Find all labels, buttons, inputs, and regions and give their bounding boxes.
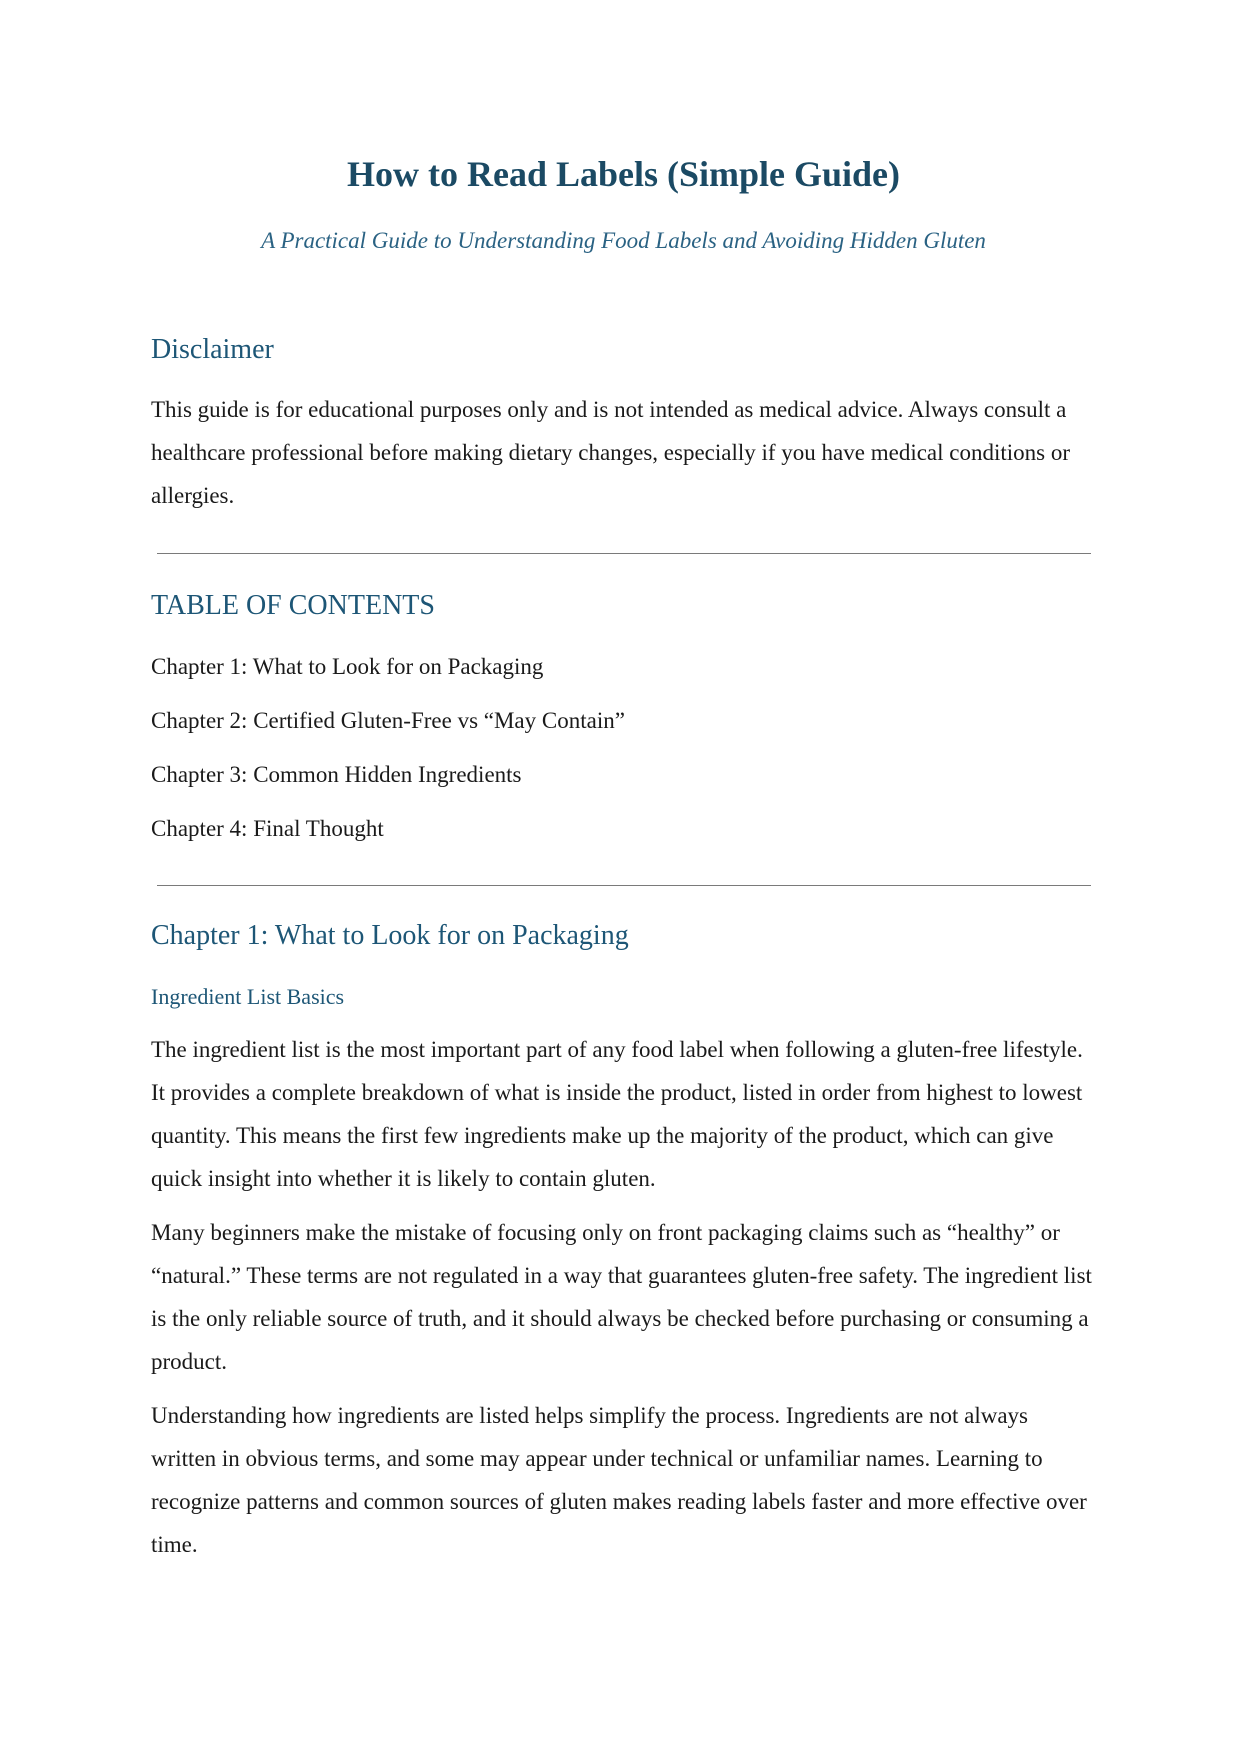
disclaimer-heading: Disclaimer [151, 334, 274, 365]
toc-item-chapter-1[interactable]: Chapter 1: What to Look for on Packaging [151, 654, 544, 679]
ingredient-list-basics-heading: Ingredient List Basics [151, 984, 345, 1009]
toc-heading: TABLE OF CONTENTS [151, 590, 435, 621]
document-title: How to Read Labels (Simple Guide) [346, 154, 901, 194]
chapter-1-paragraph-3: Understanding how ingredients are listed helps simplify the process. Ingredients are not always written in obvious terms, and some may appear under technical or unfamiliar names. Learning to recognize patterns and common sources of gluten makes reading labels faster and more effective over time. [151, 1403, 1087, 1557]
document-subtitle: A Practical Guide to Understanding Food Labels and Avoiding Hidden Gluten [261, 228, 986, 253]
section-divider [157, 885, 1091, 886]
chapter-1-heading: Chapter 1: What to Look for on Packaging [151, 920, 629, 951]
chapter-1-paragraph-2: Many beginners make the mistake of focusing only on front packaging claims such as “healthy” or “natural.” These terms are not regulated in a way that guarantees gluten-free safety. The ingredient list is the only reliable source of truth, and it should always be checked before purchasing or consuming a product. [151, 1220, 1092, 1374]
section-divider [157, 553, 1091, 554]
toc-item-chapter-3[interactable]: Chapter 3: Common Hidden Ingredients [151, 762, 522, 787]
toc-item-chapter-4[interactable]: Chapter 4: Final Thought [151, 816, 384, 841]
chapter-1-paragraph-1: The ingredient list is the most important part of any food label when following a gluten-free lifestyle. It provides a complete breakdown of what is inside the product, listed in order from highest to lowest quantity. This means the first few ingredients make up the majority of the product, which can give quick insight into whether it is likely to contain gluten. [151, 1037, 1083, 1191]
toc-item-chapter-2[interactable]: Chapter 2: Certified Gluten-Free vs “May Contain” [151, 708, 625, 733]
disclaimer-text: This guide is for educational purposes only and is not intended as medical advice. Always consult a healthcare professional before making dietary changes, especially if you have medical conditions or allergies. [151, 397, 1071, 508]
